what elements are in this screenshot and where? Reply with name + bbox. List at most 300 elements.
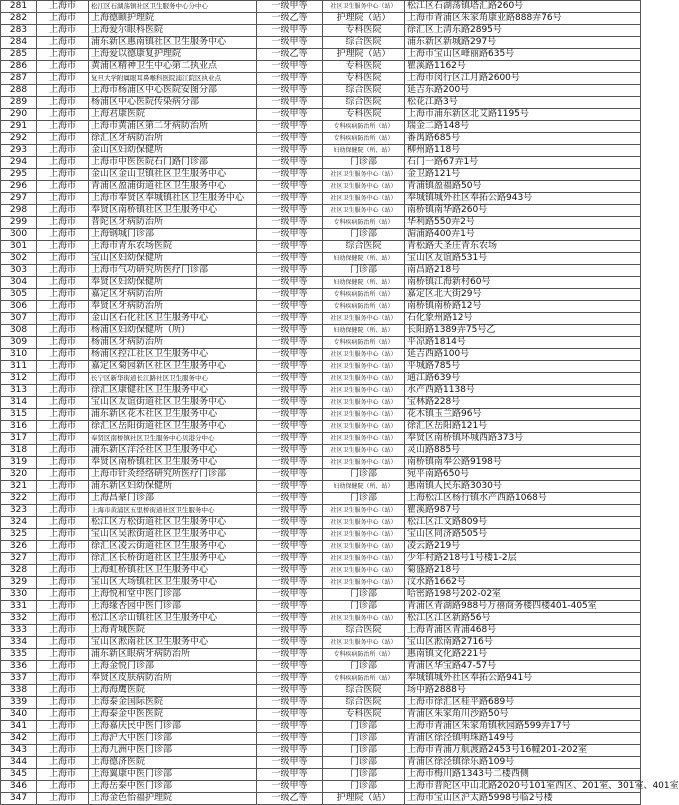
institution-type: 专科疾病防治所（站） (323, 133, 405, 145)
institution-name: 杨浦区控江社区卫生服务中心 (89, 349, 257, 361)
institution-type: 社区卫生服务中心（站） (323, 445, 405, 457)
table-row (1, 25, 641, 37)
city-cell: 上海市 (37, 505, 89, 517)
address-cell: 上海市宝山区峰丽路635号 (405, 49, 641, 61)
address-cell: 哈密路198号202-02室 (405, 589, 641, 601)
row-number: 322 (1, 493, 37, 505)
table-row (1, 781, 641, 793)
grade-level: 一级甲等 (257, 649, 323, 661)
grade-level: 一级甲等 (257, 301, 323, 313)
table-row (1, 325, 641, 337)
grade-level: 一级甲等 (257, 457, 323, 469)
address-cell: 松江区江区新路56号 (405, 613, 641, 625)
address-cell: 宛平南路650号 (405, 469, 641, 481)
row-number: 326 (1, 541, 37, 553)
institution-name: 松江区佘山镇社区卫生服务中心 (89, 613, 257, 625)
institution-name: 上海嘉庆民中医门诊部 (89, 721, 257, 733)
institution-type: 妇幼保健院（所、站） (323, 253, 405, 265)
row-number: 289 (1, 97, 37, 109)
address-cell: 宝林路228号 (405, 397, 641, 409)
grade-level: 一级甲等 (257, 529, 323, 541)
city-cell: 上海市 (37, 445, 89, 457)
address-cell: 上海市普陀区中山北路2020号101室西区、201室、301室、401室 (405, 781, 641, 793)
institution-type: 门诊部 (323, 661, 405, 673)
institution-name: 奉贤区南桥镇社区卫生服务中心贝港分中心 (89, 433, 257, 445)
address-cell: 延吉西路100号 (405, 349, 641, 361)
address-cell: 花木镇玉兰路96号 (405, 409, 641, 421)
row-number: 303 (1, 265, 37, 277)
grade-level: 一级甲等 (257, 61, 323, 73)
institution-type: 门诊部 (323, 601, 405, 613)
table-row (1, 541, 641, 553)
table-row (1, 385, 641, 397)
address-cell: 瑞金二路148号 (405, 121, 641, 133)
address-cell: 青浦区徐泾镇明珠路149号 (405, 733, 641, 745)
grade-level: 一级甲等 (257, 313, 323, 325)
institution-type: 社区卫生服务中心（站） (323, 409, 405, 421)
grade-level: 一级甲等 (257, 205, 323, 217)
table-row (1, 745, 641, 757)
institution-type: 社区卫生服务中心（站） (323, 193, 405, 205)
institution-name: 普陀区牙病防治所 (89, 217, 257, 229)
institution-name: 上海君康医院 (89, 109, 257, 121)
institution-name: 嘉定区菊园新区社区卫生服务中心 (89, 361, 257, 373)
grade-level: 一级甲等 (257, 277, 323, 289)
institution-name: 上海昌豪门诊部 (89, 493, 257, 505)
table-row (1, 361, 641, 373)
grade-level: 一级乙等 (257, 13, 323, 25)
address-cell: 青浦镇盈福路50号 (405, 181, 641, 193)
city-cell: 上海市 (37, 697, 89, 709)
institution-type: 社区卫生服务中心（站） (323, 517, 405, 529)
grade-level: 一级甲等 (257, 241, 323, 253)
row-number: 315 (1, 409, 37, 421)
institution-type: 专科医院 (323, 25, 405, 37)
row-number: 331 (1, 601, 37, 613)
address-cell: 南昌路218号 (405, 265, 641, 277)
row-number: 292 (1, 133, 37, 145)
institution-type: 护理院（站） (323, 49, 405, 61)
city-cell: 上海市 (37, 361, 89, 373)
city-cell: 上海市 (37, 97, 89, 109)
institution-name: 上海九洲中医门诊部 (89, 745, 257, 757)
address-cell: 上海市宝山区沪太路5998号临2号楼 (405, 793, 641, 805)
institution-type: 社区卫生服务中心（站） (323, 553, 405, 565)
city-cell: 上海市 (37, 709, 89, 721)
city-cell: 上海市 (37, 745, 89, 757)
table-row (1, 517, 641, 529)
institution-name: 上海钢城门诊部 (89, 229, 257, 241)
city-cell: 上海市 (37, 325, 89, 337)
city-cell: 上海市 (37, 193, 89, 205)
institution-name: 上海市针灸经络研究所医疗门诊部 (89, 469, 257, 481)
city-cell: 上海市 (37, 637, 89, 649)
row-number: 286 (1, 61, 37, 73)
institution-type: 专科疾病防治所（站） (323, 673, 405, 685)
city-cell: 上海市 (37, 601, 89, 613)
row-number: 335 (1, 649, 37, 661)
row-number: 347 (1, 793, 37, 805)
institution-type: 社区卫生服务中心（站） (323, 421, 405, 433)
institution-type: 社区卫生服务中心（站） (323, 541, 405, 553)
table-row (1, 253, 641, 265)
row-number: 282 (1, 13, 37, 25)
address-cell: 上海市青浦万航渡路2453号16幢201-202室 (405, 745, 641, 757)
table-row (1, 625, 641, 637)
city-cell: 上海市 (37, 793, 89, 805)
institution-type: 综合医院 (323, 37, 405, 49)
address-cell: 嘉定区北大街29号 (405, 289, 641, 301)
row-number: 293 (1, 145, 37, 157)
city-cell: 上海市 (37, 685, 89, 697)
row-number: 305 (1, 289, 37, 301)
grade-level: 一级甲等 (257, 433, 323, 445)
institution-name: 上海虹桥镇社区卫生服务中心 (89, 565, 257, 577)
address-cell: 惠南镇人民东路3030号 (405, 481, 641, 493)
city-cell: 上海市 (37, 253, 89, 265)
institution-name: 上海市杨浦区中心医院安图分部 (89, 85, 257, 97)
address-cell: 惠南镇文化路221号 (405, 649, 641, 661)
city-cell: 上海市 (37, 313, 89, 325)
table-row (1, 553, 641, 565)
row-number: 295 (1, 169, 37, 181)
table-row (1, 157, 641, 169)
grade-level: 一级甲等 (257, 757, 323, 769)
row-number: 314 (1, 397, 37, 409)
grade-level: 一级甲等 (257, 781, 323, 793)
grade-level: 一级甲等 (257, 109, 323, 121)
row-number: 325 (1, 529, 37, 541)
institution-type: 社区卫生服务中心（站） (323, 385, 405, 397)
city-cell: 上海市 (37, 373, 89, 385)
city-cell: 上海市 (37, 757, 89, 769)
address-cell: 柳州路118号 (405, 145, 641, 157)
city-cell: 上海市 (37, 565, 89, 577)
city-cell: 上海市 (37, 385, 89, 397)
row-number: 343 (1, 745, 37, 757)
city-cell: 上海市 (37, 49, 89, 61)
institution-name: 上海泰金国际医院 (89, 697, 257, 709)
address-cell: 上海市青浦区朱家角镇秋园路599弄17号 (405, 721, 641, 733)
row-number: 287 (1, 73, 37, 85)
address-cell: 石化象州路12号 (405, 313, 641, 325)
city-cell: 上海市 (37, 13, 89, 25)
institution-type: 综合医院 (323, 97, 405, 109)
table-row (1, 793, 641, 805)
address-cell: 青浦区青湖路988号万禧商务楼四楼401-405室 (405, 601, 641, 613)
row-number: 284 (1, 37, 37, 49)
grade-level: 一级甲等 (257, 541, 323, 553)
grade-level: 一级甲等 (257, 193, 323, 205)
address-cell: 上海市徐汇区桂平路689号 (405, 697, 641, 709)
institution-name: 上海德颐护理院 (89, 13, 257, 25)
city-cell: 上海市 (37, 85, 89, 97)
table-row (1, 109, 641, 121)
address-cell: 上海市闵行区江月路2600号 (405, 73, 641, 85)
address-cell: 奉城镇城外社区奉拓公路941号 (405, 673, 641, 685)
grade-level: 一级甲等 (257, 493, 323, 505)
institution-type: 专科疾病防治所（站） (323, 121, 405, 133)
grade-level: 一级乙等 (257, 793, 323, 805)
institution-type: 社区卫生服务中心（站） (323, 397, 405, 409)
grade-level: 一级甲等 (257, 661, 323, 673)
row-number: 308 (1, 325, 37, 337)
grade-level: 一级甲等 (257, 289, 323, 301)
institution-type: 专科疾病防治所（站） (323, 337, 405, 349)
institution-type: 门诊部 (323, 769, 405, 781)
table-row (1, 337, 641, 349)
institution-name: 浦东新区眼病牙病防治所 (89, 649, 257, 661)
row-number: 301 (1, 241, 37, 253)
row-number: 329 (1, 577, 37, 589)
address-cell: 场中路2888号 (405, 685, 641, 697)
row-number: 319 (1, 457, 37, 469)
grade-level: 一级甲等 (257, 121, 323, 133)
address-cell: 南桥镇江海新村60号 (405, 277, 641, 289)
institution-name: 奉贤区南桥镇社区卫生服务中心 (89, 205, 257, 217)
city-cell: 上海市 (37, 481, 89, 493)
address-cell: 宝山区友谊路531号 (405, 253, 641, 265)
row-number: 333 (1, 625, 37, 637)
address-cell: 上海青浦区青浦468号 (405, 625, 641, 637)
institution-name: 杨浦区牙病防治所 (89, 337, 257, 349)
institution-type: 综合医院 (323, 697, 405, 709)
grade-level: 一级甲等 (257, 709, 323, 721)
institution-type: 专科医院 (323, 73, 405, 85)
city-cell: 上海市 (37, 469, 89, 481)
grade-level: 一级甲等 (257, 325, 323, 337)
institution-type: 社区卫生服务中心（站） (323, 361, 405, 373)
city-cell: 上海市 (37, 217, 89, 229)
row-number: 312 (1, 373, 37, 385)
row-number: 346 (1, 781, 37, 793)
table-row (1, 577, 641, 589)
grade-level: 一级甲等 (257, 253, 323, 265)
grade-level: 一级甲等 (257, 265, 323, 277)
institution-name: 奉贤区南桥镇社区卫生服务中心 (89, 457, 257, 469)
row-number: 283 (1, 25, 37, 37)
city-cell: 上海市 (37, 529, 89, 541)
address-cell: 湄浦路400弄1号 (405, 229, 641, 241)
table-row (1, 601, 641, 613)
institution-name: 上海岳泰中医门诊部 (89, 781, 257, 793)
grade-level: 一级甲等 (257, 349, 323, 361)
grade-level: 一级甲等 (257, 565, 323, 577)
city-cell: 上海市 (37, 37, 89, 49)
institution-name: 金山区金山卫镇社区卫生服务中心 (89, 169, 257, 181)
address-cell: 金卫路121号 (405, 169, 641, 181)
address-cell: 菊盛路218号 (405, 565, 641, 577)
institution-name: 上海市青东农场医院 (89, 241, 257, 253)
city-cell: 上海市 (37, 673, 89, 685)
address-cell: 松江区江文路809号 (405, 517, 641, 529)
table-row (1, 637, 641, 649)
grade-level: 一级甲等 (257, 169, 323, 181)
row-number: 323 (1, 505, 37, 517)
grade-level: 一级乙等 (257, 49, 323, 61)
address-cell: 平城路785号 (405, 361, 641, 373)
row-number: 309 (1, 337, 37, 349)
city-cell: 上海市 (37, 625, 89, 637)
institution-name: 嘉定区牙病防治所 (89, 289, 257, 301)
address-cell: 延吉东路200号 (405, 85, 641, 97)
grade-level: 一级甲等 (257, 469, 323, 481)
table-row (1, 409, 641, 421)
institution-type: 社区卫生服务中心（站） (323, 565, 405, 577)
table-row (1, 709, 641, 721)
institution-type: 社区卫生服务中心（站） (323, 349, 405, 361)
institution-type: 专科疾病防治所（站） (323, 217, 405, 229)
grade-level: 一级甲等 (257, 181, 323, 193)
city-cell: 上海市 (37, 493, 89, 505)
table-row (1, 73, 641, 85)
institution-name: 杨浦区妇幼保健所（所） (89, 325, 257, 337)
grade-level: 一级甲等 (257, 421, 323, 433)
institution-type: 妇幼保健院（所、站） (323, 325, 405, 337)
institution-type: 门诊部 (323, 733, 405, 745)
city-cell: 上海市 (37, 121, 89, 133)
city-cell: 上海市 (37, 181, 89, 193)
institution-type: 门诊部 (323, 757, 405, 769)
table-row (1, 265, 641, 277)
city-cell: 上海市 (37, 613, 89, 625)
institution-type: 门诊部 (323, 589, 405, 601)
table-row (1, 169, 641, 181)
city-cell: 上海市 (37, 145, 89, 157)
table-row (1, 589, 641, 601)
address-cell: 奉贤区南桥镇环城西路373号 (405, 433, 641, 445)
city-cell: 上海市 (37, 649, 89, 661)
institution-name: 松江区石湖荡镇社区卫生服务中心分中心 (89, 1, 257, 13)
grade-level: 一级甲等 (257, 97, 323, 109)
address-cell: 青浦区朱家角川沙路50号 (405, 709, 641, 721)
city-cell: 上海市 (37, 409, 89, 421)
row-number: 299 (1, 217, 37, 229)
institution-type: 社区卫生服务中心（站） (323, 313, 405, 325)
institution-name: 上海泰金中医医院 (89, 709, 257, 721)
address-cell: 少年村路218号1号楼1-2层 (405, 553, 641, 565)
institution-type: 护理院（站） (323, 793, 405, 805)
city-cell: 上海市 (37, 397, 89, 409)
table-row (1, 445, 641, 457)
address-cell: 上海松江区杨行镇水产西路1068号 (405, 493, 641, 505)
address-cell: 宝山区同济路505号 (405, 529, 641, 541)
institution-type: 门诊部 (323, 265, 405, 277)
grade-level: 一级甲等 (257, 553, 323, 565)
address-cell: 青松路天圣庄青东农场 (405, 241, 641, 253)
institution-name: 奉贤区皮肤病防治所 (89, 673, 257, 685)
address-cell: 上海市青浦区朱家角康业路888弄76号 (405, 13, 641, 25)
table-row (1, 721, 641, 733)
table-row (1, 97, 641, 109)
institution-name: 宝山区大场镇社区卫生服务中心 (89, 577, 257, 589)
institution-type: 专科医院 (323, 709, 405, 721)
institution-type: 综合医院 (323, 85, 405, 97)
city-cell: 上海市 (37, 133, 89, 145)
institution-type: 社区卫生服务中心（站） (323, 637, 405, 649)
table-row (1, 649, 641, 661)
row-number: 339 (1, 697, 37, 709)
city-cell: 上海市 (37, 517, 89, 529)
grade-level: 一级甲等 (257, 37, 323, 49)
institution-name: 徐汇区牙病防治所 (89, 133, 257, 145)
institution-name: 金山区妇幼保健所 (89, 145, 257, 157)
table-row (1, 481, 641, 493)
table-row (1, 241, 641, 253)
institution-name: 徐汇区岳阳街道社区卫生服务中心 (89, 421, 257, 433)
institution-name: 青浦区盈浦街道社区卫生服务中心 (89, 181, 257, 193)
institution-type: 门诊部 (323, 469, 405, 481)
institution-type: 综合医院 (323, 625, 405, 637)
row-number: 296 (1, 181, 37, 193)
city-cell: 上海市 (37, 349, 89, 361)
institution-name: 徐汇区康健社区卫生服务中心 (89, 385, 257, 397)
grade-level: 一级甲等 (257, 673, 323, 685)
row-number: 281 (1, 1, 37, 13)
table-row (1, 373, 641, 385)
institution-name: 上海市奉贤区奉城镇社区卫生服务中心 (89, 193, 257, 205)
institution-type: 社区卫生服务中心（站） (323, 457, 405, 469)
grade-level: 一级甲等 (257, 517, 323, 529)
institution-name: 上海德济医院 (89, 757, 257, 769)
institution-type: 综合医院 (323, 685, 405, 697)
institution-name: 上海沪大中医门诊部 (89, 733, 257, 745)
row-number: 294 (1, 157, 37, 169)
institution-name: 上海青城医院 (89, 625, 257, 637)
grade-level: 一级甲等 (257, 733, 323, 745)
institution-type: 门诊部 (323, 229, 405, 241)
row-number: 328 (1, 565, 37, 577)
row-number: 332 (1, 613, 37, 625)
institution-type: 妇幼保健院（所、站） (323, 481, 405, 493)
city-cell: 上海市 (37, 781, 89, 793)
row-number: 341 (1, 721, 37, 733)
grade-level: 一级甲等 (257, 133, 323, 145)
table-row (1, 205, 641, 217)
grade-level: 一级甲等 (257, 481, 323, 493)
address-cell: 松花江路3号 (405, 97, 641, 109)
institution-name: 杨浦区中心医院传染病分部 (89, 97, 257, 109)
institution-name: 上海市黄浦区五里桥街道社区卫生服务中心 (89, 505, 257, 517)
institution-name: 上海海鹰医院 (89, 685, 257, 697)
institution-name: 上海市气功研究所医疗门诊部 (89, 265, 257, 277)
table-row (1, 289, 641, 301)
address-cell: 南桥镇南华路260号 (405, 205, 641, 217)
row-number: 324 (1, 517, 37, 529)
address-cell: 宝山区淞南路2716号 (405, 637, 641, 649)
grade-level: 一级甲等 (257, 613, 323, 625)
address-cell: 水产西路1138号 (405, 385, 641, 397)
row-number: 345 (1, 769, 37, 781)
grade-level: 一级甲等 (257, 445, 323, 457)
table-row (1, 145, 641, 157)
institution-name: 复旦大学附属眼耳鼻喉科医院浦江院区执业点 (89, 73, 257, 85)
address-cell: 上海市浦东新区北艾路1195号 (405, 109, 641, 121)
city-cell: 上海市 (37, 421, 89, 433)
table-row (1, 121, 641, 133)
city-cell: 上海市 (37, 25, 89, 37)
grade-level: 一级甲等 (257, 217, 323, 229)
institution-name: 宝山区吴淞街道社区卫生服务中心 (89, 529, 257, 541)
city-cell: 上海市 (37, 1, 89, 13)
institution-name: 浦东新区惠南镇社区卫生服务中心 (89, 37, 257, 49)
address-cell: 上海市梅川路1343号二楼西侧 (405, 769, 641, 781)
institution-name: 上海缘杏园中医门诊部 (89, 601, 257, 613)
institution-type: 门诊部 (323, 745, 405, 757)
row-number: 337 (1, 673, 37, 685)
institution-name: 浦东新区花木社区卫生服务中心 (89, 409, 257, 421)
grade-level: 一级甲等 (257, 589, 323, 601)
